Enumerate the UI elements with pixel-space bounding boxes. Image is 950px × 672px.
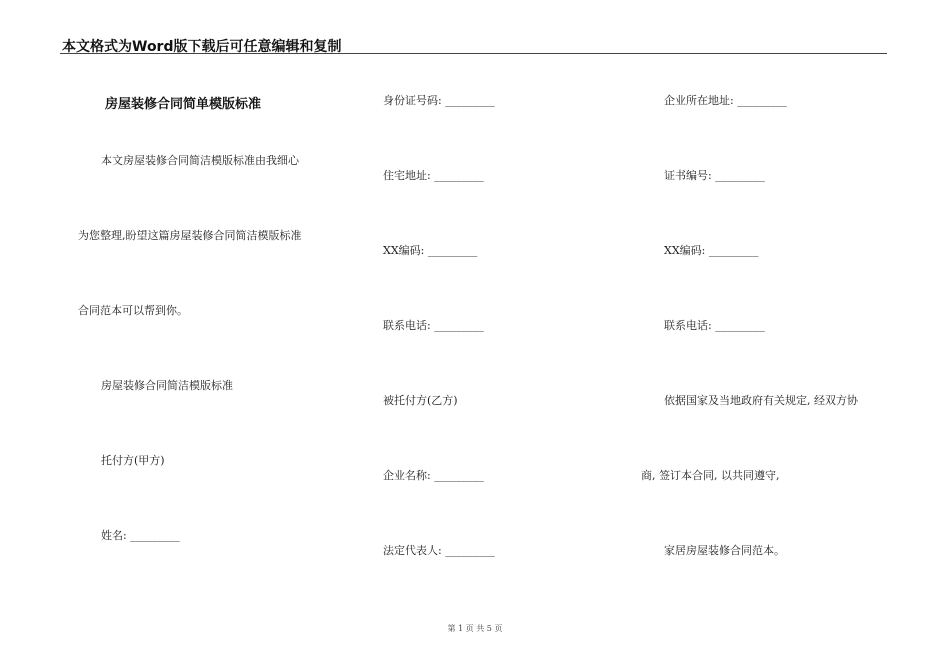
col2-line-4: 联系电话: _________ — [383, 319, 484, 332]
header-divider — [60, 53, 887, 54]
col3-line-7: 家居房屋装修合同范本。 — [664, 544, 785, 557]
col2-line-5: 被托付方(乙方) — [383, 394, 458, 407]
col3-line-1: 企业所在地址: _________ — [664, 94, 787, 107]
col1-line-5: 托付方(甲方) — [101, 454, 165, 467]
col1-line-6: 姓名: _________ — [101, 529, 180, 542]
col1-line-2: 为您整理,盼望这篇房屋装修合同简洁模版标准 — [78, 229, 302, 242]
col2-line-6: 企业名称: _________ — [383, 469, 484, 482]
col3-line-6: 商, 签订本合同, 以共同遵守, — [641, 469, 780, 482]
col3-line-3: XX编码: _________ — [664, 244, 759, 257]
col3-line-4: 联系电话: _________ — [664, 319, 765, 332]
col1-line-4: 房屋装修合同简洁模版标准 — [101, 379, 233, 392]
document-title: 房屋装修合同简单模版标准 — [105, 97, 262, 112]
col1-line-1: 本文房屋装修合同简洁模版标准由我细心 — [101, 154, 299, 167]
col2-line-2: 住宅地址: _________ — [383, 169, 484, 182]
page-footer: 第 1 页 共 5 页 — [447, 624, 503, 633]
col2-line-7: 法定代表人: _________ — [383, 544, 495, 557]
col3-line-5: 依据国家及当地政府有关规定, 经双方协 — [664, 394, 858, 407]
col3-line-2: 证书编号: _________ — [664, 169, 765, 182]
col2-line-1: 身份证号码: _________ — [383, 94, 495, 107]
document-header: 本文格式为Word版下载后可任意编辑和复制 — [62, 39, 342, 55]
col2-line-3: XX编码: _________ — [383, 244, 478, 257]
col1-line-3: 合同范本可以帮到你。 — [78, 304, 188, 317]
